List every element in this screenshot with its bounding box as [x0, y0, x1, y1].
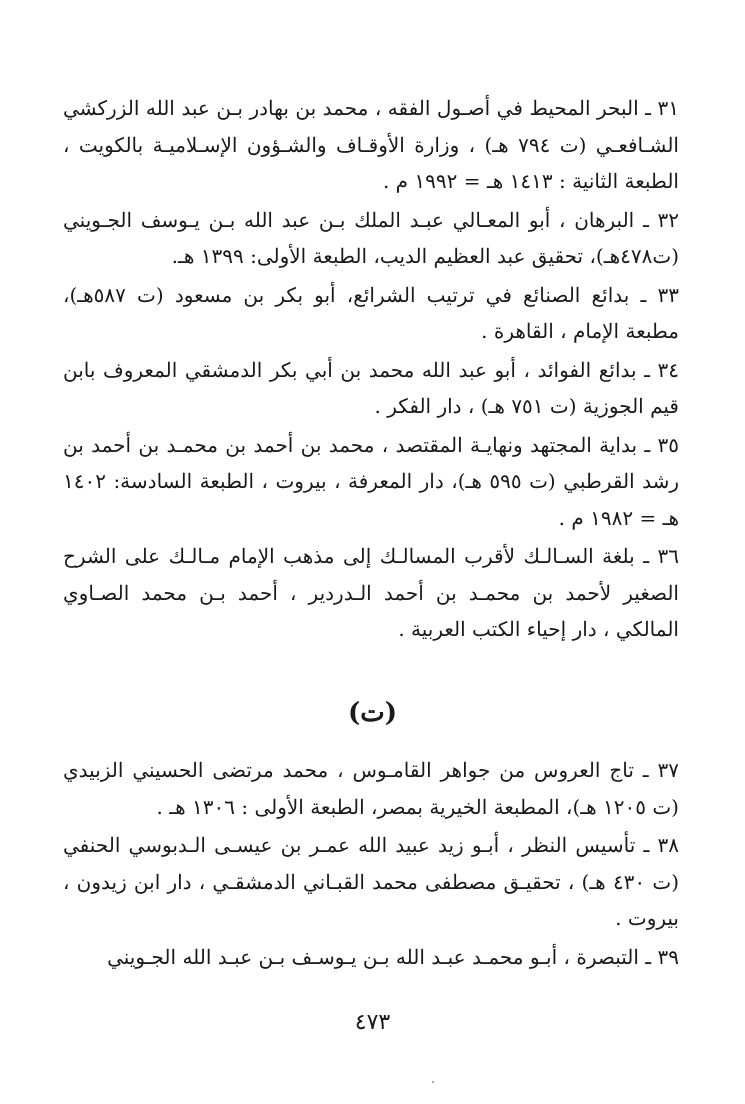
reference-number: ٣٧: [657, 758, 679, 782]
page-number: ٤٧٣: [354, 1010, 391, 1035]
reference-number: ٣١: [657, 96, 680, 120]
reference-entry-36: ٣٦ ـ بلغة السـالـك لأقرب المسالـك إلى مذهب الإمام مـالـك على الشرح الصغير لأحمد بن محمـد بن أحمد الـدردير ، أحمد بـن محمد الصـاوي المالكي ، دار إحياء الكتب العربية .: [63, 544, 679, 641]
reference-entry-33: ٣٣ ـ بدائع الصنائع في ترتيب الشرائع، أبو بكر بن مسعود (ت ٥٨٧هـ)، مطبعة الإمام ، القاهرة .: [63, 282, 680, 343]
reference-text: البحر المحيط في أصـول الفقه ، محمد بن بهادر بـن عبد الله الزركشي الشـافعـي (ت ٧٩٤ هـ) ، وزارة الأوقـاف والشـؤون الإسـلاميـة بالكويت ، الطبعة الثانية : ١٤١٣ هـ = ١٩٩٢ م .: [63, 96, 679, 193]
reference-number: ٣٦: [657, 544, 679, 568]
reference-entry-31: ٣١ ـ البحر المحيط في أصـول الفقه ، محمد بن بهادر بـن عبد الله الزركشي الشـافعـي (ت ٧٩٤ هـ) ، وزارة الأوقـاف والشـؤون الإسـلاميـة بالكويت ، الطبعة الثانية : ١٤١٣ هـ = ١٩٩٢ م .: [63, 96, 680, 193]
reference-entry-39: ٣٩ ـ التبصرة ، أبـو محمـد عبـد الله بـن يـوسـف بـن عبـد الله الجـويني: [107, 944, 679, 969]
reference-text: بداية المجتهد ونهايـة المقتصد ، محمد بن أحمد بن محمـد بن أحمد بن رشد القرطبي (ت ٥٩٥ هـ)، دار المعرفة ، بيروت ، الطبعة السادسة: ١٤٠٢ هـ = ١٩٨٢ م .: [63, 432, 680, 530]
reference-entry-34: ٣٤ ـ بدائع الفوائد ، أبو عبد الله محمد بن أبي بكر الدمشقي المعروف بابن قيم الجوزية (ت ٧٥١ هـ) ، دار الفكر .: [63, 357, 680, 418]
reference-text: البرهان ، أبو المعـالي عبـد الملك بـن عبد الله بـن يـوسف الجـويني (ت٤٧٨هـ)، تحقيق عبد العظيم الديب، الطبعة الأولى: ١٣٩٩ هـ.: [63, 207, 679, 268]
reference-text: بلغة السـالـك لأقرب المسالـك إلى مذهب الإمام مـالـك على الشرح الصغير لأحمد بن محمـد بن أحمد الـدردير ، أحمد بـن محمد الصـاوي المالكي ، دار إحياء الكتب العربية .: [63, 544, 679, 641]
reference-number: ٣٢: [657, 207, 679, 232]
reference-text: بدائع الصنائع في ترتيب الشرائع، أبو بكر بن مسعود (ت ٥٨٧هـ)، مطبعة الإمام ، القاهرة .: [63, 282, 679, 343]
reference-number: ٣٤: [657, 357, 680, 382]
reference-text: تاج العروس من جواهر القامـوس ، محمد مرتضى الحسيني الزبيدي (ت ١٢٠٥ هـ)، المطبعة الخيرية بمصر، الطبعة الأولى : ١٣٠٦ هـ .: [63, 758, 679, 819]
reference-entry-32: ٣٢ ـ البرهان ، أبو المعـالي عبـد الملك بـن عبد الله بـن يـوسف الجـويني (ت٤٧٨هـ)، تحقيق عبد العظيم الديب، الطبعة الأولى: ١٣٩٩ هـ.: [63, 207, 679, 268]
reference-entry-35: ٣٥ ـ بداية المجتهد ونهايـة المقتصد ، محمد بن أحمد بن محمـد بن أحمد بن رشد القرطبي (ت ٥٩٥ هـ)، دار المعرفة ، بيروت ، الطبعة السادسة: ١٤٠٢ هـ = ١٩٨٢ م .: [63, 432, 680, 530]
reference-list-bottom: [63, 752, 679, 975]
reference-text: تأسيس النظر ، أبـو زيد عبيد الله عمـر بن عيسـى الـدبوسي الحنفي (ت ٤٣٠ هـ) ، تحقيـق مصطفى محمد القبـاني الدمشقـي ، دار ابن زيدون ، بيروت .: [63, 833, 680, 930]
reference-number: ٣٨: [657, 833, 679, 857]
reference-entry-37: ٣٧ ـ تاج العروس من جواهر القامـوس ، محمد مرتضى الحسيني الزبيدي (ت ١٢٠٥ هـ)، المطبعة الخيرية بمصر، الطبعة الأولى : ١٣٠٦ هـ .: [63, 758, 679, 819]
reference-text: بدائع الفوائد ، أبو عبد الله محمد بن أبي بكر الدمشقي المعروف بابن قيم الجوزية (ت ٧٥١ هـ) ، دار الفكر .: [63, 357, 679, 418]
reference-entry-38: ٣٨ ـ تأسيس النظر ، أبـو زيد عبيد الله عمـر بن عيسـى الـدبوسي الحنفي (ت ٤٣٠ هـ) ، تحقيـق مصطفى محمد القبـاني الدمشقـي ، دار ابن زيدون ، بيروت .: [63, 833, 680, 930]
reference-number: ٣٩: [657, 944, 679, 969]
reference-text: التبصرة ، أبـو محمـد عبـد الله بـن يـوسـف بـن عبـد الله الجـويني: [107, 944, 639, 969]
reference-number: ٣٥: [657, 432, 680, 457]
reference-number: ٣٣: [657, 282, 680, 307]
section-heading-ta: (ت): [347, 698, 398, 728]
print-speck: [432, 1081, 434, 1083]
reference-list-top: [63, 90, 679, 648]
